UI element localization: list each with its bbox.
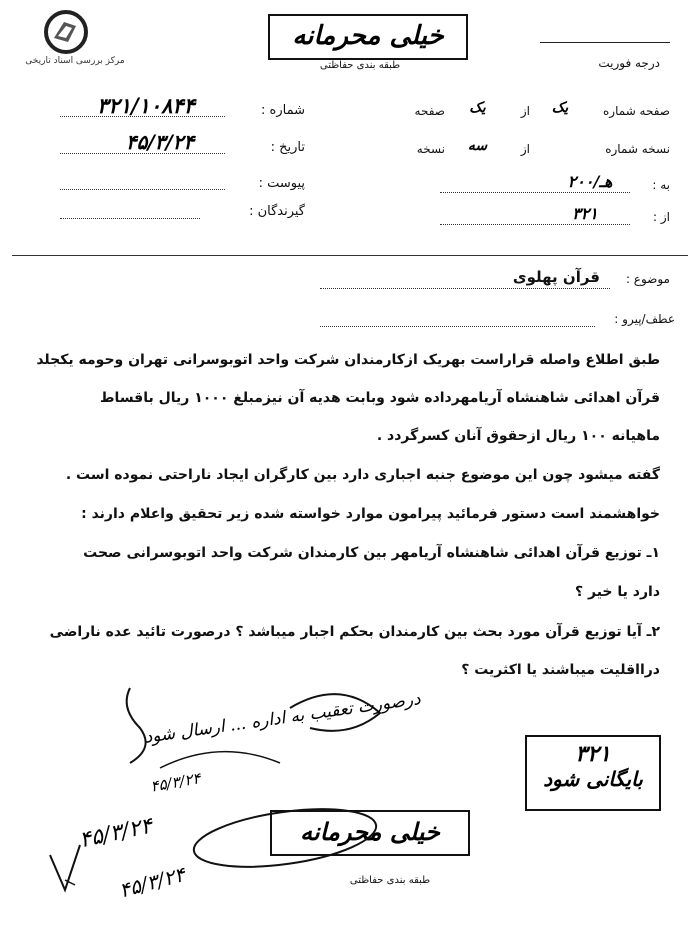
body-line-4: گفته میشود چون این موضوع جنبه اجباری دارد بین کارگران ایجاد ناراحتی نموده است . — [65, 467, 660, 483]
classification-stamp-text: خیلی محرمانه — [292, 21, 444, 51]
archive-logo-icon — [34, 8, 94, 54]
to-value: ۲۰۰/هـ — [567, 172, 613, 191]
subject-value: قرآن پهلوی — [512, 268, 600, 286]
priority-label: درجه فوریت — [598, 56, 660, 70]
priority-line — [540, 42, 670, 43]
reference-line — [320, 326, 595, 327]
circled-signature — [185, 800, 385, 880]
copy-of-label: از — [520, 142, 530, 156]
page-word: صفحه — [414, 104, 445, 118]
handwritten-date-2: ۴۵/۳/۲۴ — [77, 813, 155, 854]
archive-logo — [34, 8, 94, 54]
body-line-2: قرآن اهدائی شاهنشاه آریامهرداده شود وبابت هدیه آن نیزمبلغ ۱۰۰۰ ریال باقساط — [100, 390, 660, 406]
handwritten-date-1: ۴۵/۳/۲۴ — [149, 769, 202, 796]
handwritten-date-3: ۴۵/۳/۲۴ — [116, 861, 188, 903]
copy-word: نسخه — [416, 142, 445, 156]
date-value: ۴۵/۳/۲۴ — [125, 130, 195, 154]
classification-caption: طبقه بندی حفاظتی — [319, 60, 401, 71]
body-line-1: طبق اطلاع واصله قراراست بهریک ازکارمندان شرکت واحد اتوبوسرانی تهران وحومه یکجلد — [36, 352, 660, 368]
from-value: ۳۲۱ — [572, 204, 598, 223]
footer-caption: طبقه بندی حفاظتی — [349, 875, 431, 886]
recipients-label: گیرندگان : — [249, 204, 305, 219]
archive-stamp — [525, 735, 661, 811]
reference-label: عطف/پیرو : — [614, 312, 675, 326]
archive-stamp-number: ۳۲۱ — [575, 741, 611, 767]
classification-stamp — [268, 14, 468, 60]
copy-label: نسخه شماره — [605, 142, 670, 156]
number-value: ۳۲۱/۱۰۸۴۴ — [97, 93, 195, 118]
from-label: از : — [653, 210, 670, 224]
recipients-line — [60, 218, 200, 219]
footer-stamp-text: خیلی محرمانه — [300, 817, 440, 846]
body-line-7: دارد یا خیر ؟ — [575, 584, 660, 600]
to-label: به : — [652, 178, 670, 192]
page-of-label: از — [520, 104, 530, 118]
header-divider — [12, 255, 688, 256]
date-label: تاریخ : — [270, 140, 305, 155]
body-line-3: ماهیانه ۱۰۰ ریال ازحقوق آنان کسرگردد . — [376, 428, 660, 444]
attachment-line — [60, 189, 225, 190]
subject-label: موضوع : — [625, 272, 670, 286]
archive-name: مرکز بررسی اسناد تاریخی — [25, 56, 125, 66]
body-line-9: درااقلیت میباشند یا اکثریت ؟ — [461, 662, 660, 678]
body-line-6: ۱ـ توزیع قرآن اهدائی شاهنشاه آریامهر بین کارمندان شرکت واحد اتوبوسرانی صحت — [83, 545, 660, 561]
archive-stamp-text: بایگانی شود — [543, 767, 643, 791]
subject-line — [320, 288, 610, 289]
to-line — [440, 192, 630, 193]
body-line-5: خواهشمند است دستور فرمائید پیرامون موارد خواسته شده زیر تحقیق واعلام دارند : — [81, 506, 660, 522]
number-label: شماره : — [261, 103, 305, 118]
from-line — [440, 224, 630, 225]
handwritten-note: درصورت تعقیب به اداره ... ارسال شود — [143, 689, 422, 748]
page-label: صفحه شماره — [603, 104, 670, 118]
page-total: یک — [469, 100, 486, 116]
page-value: یک — [551, 100, 569, 116]
body-line-8: ۲ـ آیا توزیع قرآن مورد بحث بین کارمندان بحکم اجبار میباشد ؟ درصورت تائید عده ناراضی — [49, 624, 660, 640]
copy-total: سه — [467, 138, 488, 154]
attachment-label: پیوست : — [258, 176, 305, 191]
